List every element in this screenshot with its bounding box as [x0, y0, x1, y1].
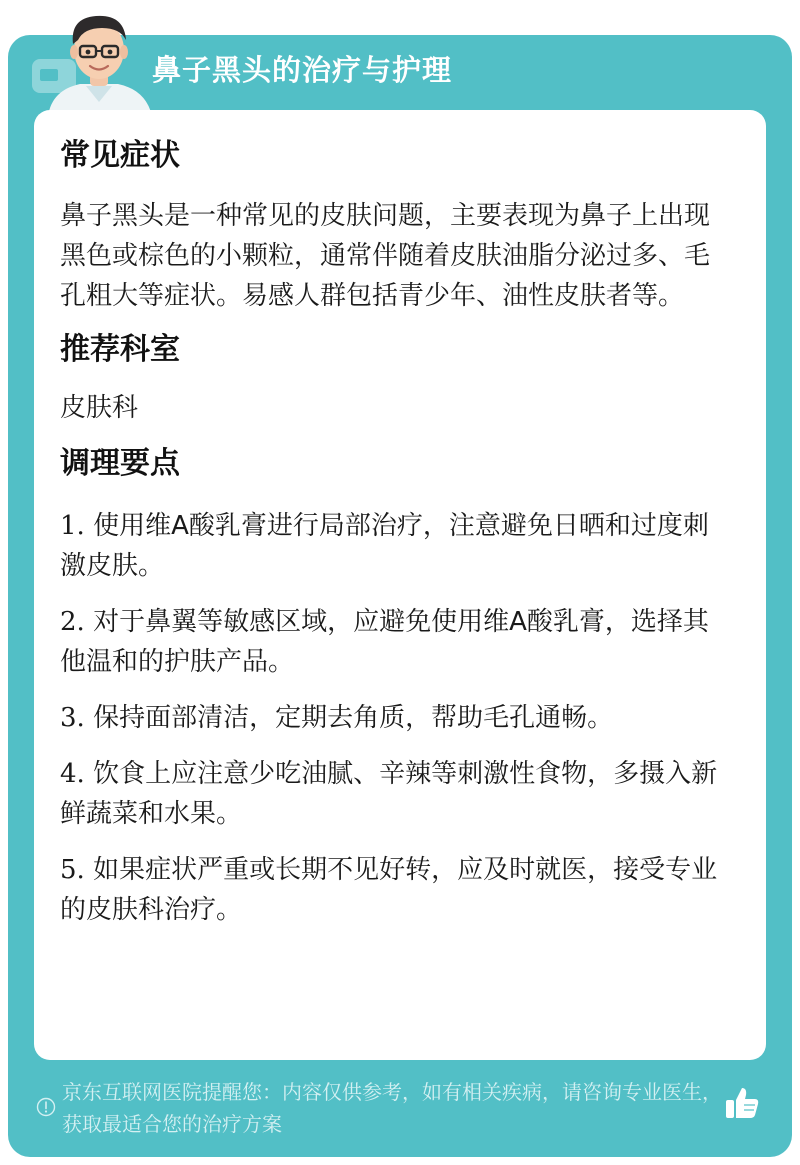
disclaimer-text: 京东互联网医院提醒您：内容仅供参考，如有相关疾病，请咨询专业医生，获取最适合您的治疗方案	[62, 1080, 722, 1136]
list-item	[60, 698, 732, 738]
list-item-text: 如果症状严重或长期不见好转，应及时就医，接受专业的皮肤科治疗。	[60, 855, 718, 925]
section-title-department: 推荐科室	[60, 332, 180, 367]
section-text-department: 皮肤科	[60, 393, 139, 423]
section-title-symptoms: 常见症状	[60, 138, 180, 173]
thumbs-up-icon[interactable]	[724, 1086, 760, 1120]
list-item	[60, 506, 732, 586]
list-item-number: 1.	[60, 511, 85, 541]
list-item-text: 饮食上应注意少吃油腻、辛辣等刺激性食物，多摄入新鲜蔬菜和水果。	[60, 759, 718, 829]
list-item-text: 对于鼻翼等敏感区域，应避免使用维A酸乳膏，选择其他温和的护肤产品。	[60, 607, 709, 677]
list-item-text: 使用维A酸乳膏进行局部治疗，注意避免日晒和过度刺激皮肤。	[60, 511, 709, 581]
content-panel	[34, 110, 766, 1060]
list-item	[60, 754, 732, 834]
section-text-symptoms: 鼻子黑头是一种常见的皮肤问题，主要表现为鼻子上出现黑色或棕色的小颗粒，通常伴随着皮肤油脂分泌过多、毛孔粗大等症状。易感人群包括青少年、油性皮肤者等。	[60, 201, 711, 311]
page-title: 鼻子黑头的治疗与护理	[152, 53, 453, 87]
info-icon	[36, 1097, 56, 1117]
list-item-number: 2.	[60, 607, 85, 637]
list-item-number: 5.	[60, 855, 85, 885]
content-body	[60, 134, 732, 930]
doctor-avatar	[40, 6, 158, 116]
list-item-text: 保持面部清洁，定期去角质，帮助毛孔通畅。	[93, 703, 614, 733]
list-item	[60, 602, 732, 682]
section-title-care-points: 调理要点	[60, 446, 180, 481]
list-item-number: 3.	[60, 703, 85, 733]
list-item	[60, 850, 732, 930]
list-item-number: 4.	[60, 759, 85, 789]
